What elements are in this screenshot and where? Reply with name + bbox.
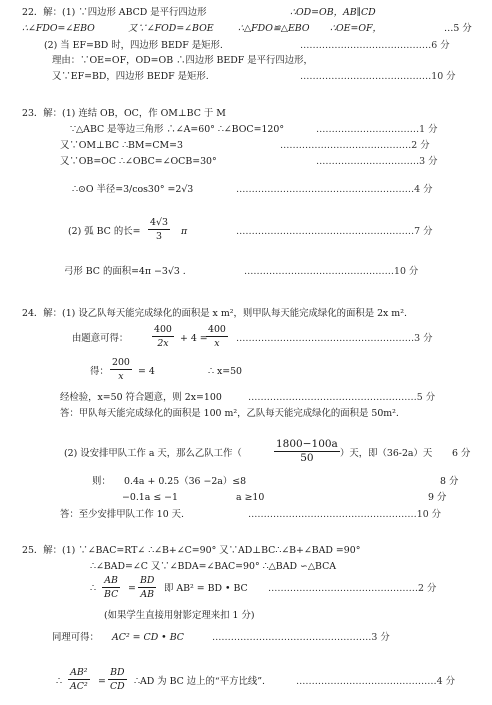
q23-line2-text: ∵△ABC 是等边三角形 ∴∠A=60° ∴∠BOC=120° [70, 124, 285, 135]
q25-line6 [0, 666, 492, 700]
q25-line4-text: (如果学生直接用射影定理来扣 1 分) [104, 610, 255, 621]
q22-line3-score: ……………………………………6 分 [300, 40, 450, 51]
q23-line6-score: …………………………………………………7 分 [236, 226, 433, 237]
q22-line2-b: 又∵∠FOD=∠BOE [128, 23, 214, 34]
q25-line3-score: …………………………………………2 分 [268, 583, 437, 594]
q25-line3-b: 即 AB² = BD • BC [164, 583, 248, 594]
q22-line2-a: ∴∠FDO=∠EBO [22, 23, 95, 34]
q25-frac2-num: BD [140, 575, 155, 586]
q22-line2-d: ∴OE=OF， [330, 23, 382, 34]
q24-frac1-den: 2x [157, 338, 169, 349]
q25-line5-b: AC² = CD • BC [112, 632, 184, 643]
q25-frac3-num: AB² [68, 666, 90, 680]
q24-line6-score: 6 分 [452, 448, 471, 459]
q23-line5-text: ∴⊙O 半径=3/cos30° =2√3 [72, 184, 194, 195]
q24-line9-text: 答：至少安排甲队工作 10 天. [60, 509, 184, 520]
q23-line3-text: 又∵OM⊥BC ∴BM=CM=3 [60, 140, 183, 151]
q24-frac2-num: 400 [208, 324, 226, 335]
q25-eq1: = [128, 583, 136, 594]
q24-line6-a: (2) 设安排甲队工作 a 天，那么乙队工作（ [64, 448, 242, 459]
q25-frac4-num: BD [108, 666, 127, 680]
q24-fraction4 [272, 438, 342, 465]
q24-line2 [0, 323, 492, 357]
q23-line6-pi: π [181, 226, 188, 237]
q22-line2-c: ∴△FDO≌△EBO [238, 23, 310, 34]
q22-line4-text: 理由：∵OE=OF，OD=OB ∴四边形 BEDF 是平行四边形， [52, 55, 313, 66]
q24-fraction1 [150, 323, 176, 350]
q25-frac3-den: AC² [70, 681, 88, 692]
q24-line1-text: 24．解：(1) 设乙队每天能完成绿化的面积是 x m²，则甲队每天能完成绿化的面积是 2x m². [22, 308, 407, 319]
q24-line2-score: …………………………………………………3 分 [236, 333, 433, 344]
q24-line2-a: 由题意可得： [72, 333, 129, 344]
q23-line2-score: ……………………………1 分 [316, 124, 438, 135]
q24-line7-score: 8 分 [440, 476, 459, 487]
q24-line8-b: a ≥10 [236, 492, 265, 503]
q23-arc-den: 3 [155, 231, 162, 242]
q24-line4-text: 经检验，x=50 符合题意，则 2x=100 [60, 392, 222, 403]
q25-therefore1: ∴ [90, 583, 96, 594]
q24-frac4-num: 1800−100a [276, 438, 338, 450]
q25-line2-text: ∴∠BAD=∠C 又∵∠BDA=∠BAC=90° ∴△BAD ∽△BCA [90, 561, 337, 572]
q24-frac2-den: x [214, 338, 220, 349]
q24-line6-b: ）天，即（36-2a）天 [340, 448, 433, 459]
q25-fraction2 [136, 574, 158, 601]
q22-line1-b: ∴OD=OB，AB∥CD [290, 7, 376, 18]
q25-line3 [0, 574, 492, 606]
q24-line3 [0, 358, 492, 388]
q23-line6 [0, 218, 492, 246]
q24-line5-text: 答：甲队每天能完成绿化的面积是 100 m²，乙队每天能完成绿化的面积是 50m². [60, 408, 399, 419]
q24-fraction3 [108, 356, 134, 383]
q25-fraction1 [100, 574, 122, 601]
q25-line6-b: ∴AD 为 BC 边上的“平方比线”. [134, 676, 265, 687]
q24-line3-b: = 4 [138, 366, 155, 377]
q23-line1-text: 23．解：(1) 连结 OB，OC，作 OM⊥BC 于 M [22, 108, 226, 119]
q25-frac2-den: AB [140, 589, 155, 600]
q24-line4-score: ………………………………………………5 分 [248, 392, 436, 403]
q23-line7-text: 弓形 BC 的面积=4π −3√3 . [64, 266, 186, 277]
q22-line1-a: 22．解：(1) ∵四边形 ABCD 是平行四边形 [22, 7, 207, 18]
q23-line3-score: ……………………………………2 分 [280, 140, 430, 151]
q25-line6-score: ………………………………………4 分 [296, 676, 455, 687]
q25-fraction3 [66, 666, 92, 693]
q25-eq2: = [98, 676, 106, 687]
q22-line3-text: (2) 当 EF=BD 时，四边形 BEDF 是矩形. [44, 40, 223, 51]
q22-line5-text: 又∵EF=BD，四边形 BEDF 是矩形. [52, 71, 209, 82]
q22-line2-score: …5 分 [444, 23, 472, 34]
q24-line7-a: 则： [92, 476, 111, 487]
q25-line5-score: ……………………………………………3 分 [212, 632, 390, 643]
q24-line3-a: 得： [90, 366, 109, 377]
q24-frac3-den: x [118, 371, 124, 382]
q23-line5-score: …………………………………………………4 分 [236, 184, 433, 195]
q24-line9-score: ………………………………………………10 分 [248, 509, 442, 520]
q24-line8-score: 9 分 [428, 492, 447, 503]
q23-arc-num: 4√3 [150, 217, 168, 228]
q23-line6-a: (2) 弧 BC 的长= [68, 226, 141, 237]
q25-therefore2: ∴ [56, 676, 62, 687]
q23-line7-score: …………………………………………10 分 [244, 266, 419, 277]
q25-frac4-den: CD [110, 681, 125, 692]
q23-line4-text: 又∵OB=OC ∴∠OBC=∠OCB=30° [60, 156, 217, 167]
q22-line5-score: ……………………………………10 分 [300, 71, 456, 82]
q24-frac1-num: 400 [154, 324, 172, 335]
q25-line1-text: 25．解：(1) ∵∠BAC=RT∠ ∴∠B+∠C=90° 又∵AD⊥BC∴∠B+∠BAD =90° [22, 545, 361, 556]
q24-frac3-num: 200 [112, 357, 130, 368]
q24-line7-b: 0.4a + 0.25（36 −2a）≤8 [124, 476, 247, 487]
q24-line2-mid: + 4 = [180, 333, 208, 344]
q24-line3-c: ∴ x=50 [208, 366, 243, 377]
q24-frac4-den: 50 [300, 452, 314, 464]
q25-frac1-num: AB [102, 574, 120, 588]
q24-fraction2 [204, 323, 230, 350]
q23-line4-score: ……………………………3 分 [316, 156, 438, 167]
q23-arc-fraction [146, 216, 172, 243]
q24-line8-a: −0.1a ≤ −1 [122, 492, 178, 503]
q25-frac1-den: BC [104, 589, 119, 600]
q25-fraction4 [106, 666, 129, 693]
q25-line5-a: 同理可得： [52, 632, 99, 643]
q24-line6 [0, 438, 492, 472]
